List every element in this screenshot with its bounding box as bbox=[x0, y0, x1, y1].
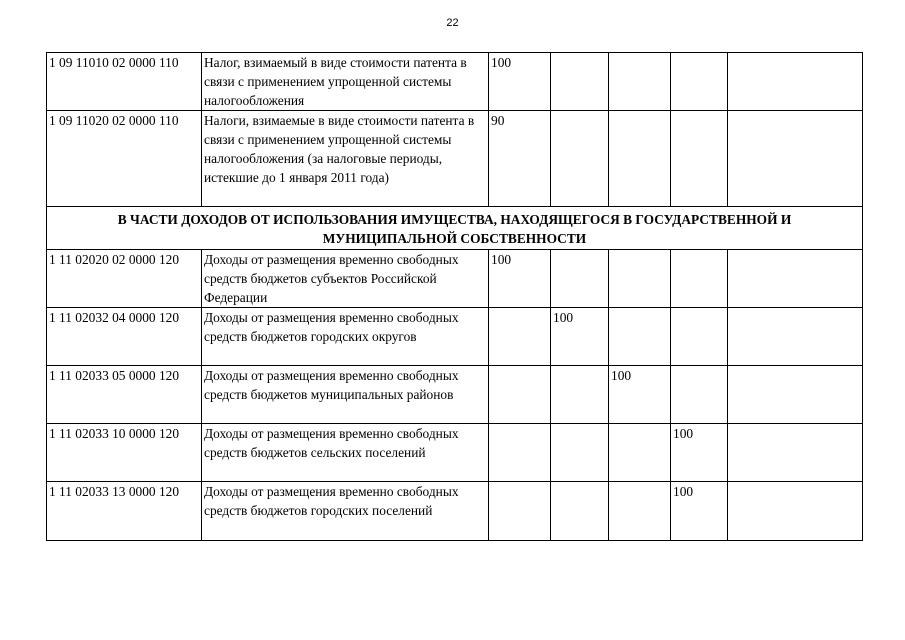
table-row bbox=[47, 111, 863, 207]
table-row bbox=[47, 53, 863, 111]
revenue-code: 1 09 11010 02 0000 110 bbox=[47, 53, 202, 111]
value-cell bbox=[551, 424, 609, 482]
value-cell: 100 bbox=[671, 424, 728, 482]
revenue-name: Доходы от размещения временно свободных средств бюджетов сельских поселений bbox=[202, 424, 489, 482]
page-number: 22 bbox=[446, 17, 459, 29]
value-cell bbox=[551, 482, 609, 541]
value-cell bbox=[551, 250, 609, 308]
value-cell: 90 bbox=[489, 111, 551, 207]
value-cell bbox=[671, 111, 728, 207]
table-row bbox=[47, 250, 863, 308]
table-row bbox=[47, 482, 863, 541]
table-row bbox=[47, 424, 863, 482]
value-cell bbox=[551, 53, 609, 111]
value-cell: 100 bbox=[489, 250, 551, 308]
value-cell bbox=[609, 53, 671, 111]
value-cell bbox=[551, 111, 609, 207]
value-cell bbox=[728, 424, 863, 482]
value-cell bbox=[609, 482, 671, 541]
value-cell bbox=[489, 482, 551, 541]
value-cell bbox=[728, 53, 863, 111]
value-cell bbox=[489, 366, 551, 424]
revenue-name: Налоги, взимаемые в виде стоимости патента в связи с применением упрощенной системы налогообложения (за налоговые периоды, истекшие до 1 января 2011 года) bbox=[202, 111, 489, 207]
value-cell bbox=[671, 250, 728, 308]
revenue-name: Доходы от размещения временно свободных средств бюджетов субъектов Российской Федерации bbox=[202, 250, 489, 308]
table-row bbox=[47, 308, 863, 366]
value-cell: 100 bbox=[671, 482, 728, 541]
revenue-name: Доходы от размещения временно свободных средств бюджетов муниципальных районов bbox=[202, 366, 489, 424]
section-header-row bbox=[47, 207, 863, 250]
value-cell bbox=[728, 366, 863, 424]
revenue-name: Доходы от размещения временно свободных средств бюджетов городских поселений bbox=[202, 482, 489, 541]
revenue-name: Налог, взимаемый в виде стоимости патента в связи с применением упрощенной системы налогообложения bbox=[202, 53, 489, 111]
value-cell bbox=[609, 308, 671, 366]
revenue-code: 1 09 11020 02 0000 110 bbox=[47, 111, 202, 207]
value-cell bbox=[728, 250, 863, 308]
section-header: В ЧАСТИ ДОХОДОВ ОТ ИСПОЛЬЗОВАНИЯ ИМУЩЕСТВА, НАХОДЯЩЕГОСЯ В ГОСУДАРСТВЕННОЙ И МУНИЦИПАЛЬНОЙ СОБСТВЕННОСТИ bbox=[47, 207, 863, 250]
value-cell bbox=[671, 53, 728, 111]
revenue-code: 1 11 02033 13 0000 120 bbox=[47, 482, 202, 541]
value-cell bbox=[609, 424, 671, 482]
revenue-code: 1 11 02033 05 0000 120 bbox=[47, 366, 202, 424]
value-cell: 100 bbox=[551, 308, 609, 366]
revenue-code: 1 11 02032 04 0000 120 bbox=[47, 308, 202, 366]
value-cell bbox=[609, 111, 671, 207]
value-cell bbox=[489, 308, 551, 366]
value-cell bbox=[671, 308, 728, 366]
value-cell: 100 bbox=[609, 366, 671, 424]
value-cell: 100 bbox=[489, 53, 551, 111]
revenue-code: 1 11 02020 02 0000 120 bbox=[47, 250, 202, 308]
value-cell bbox=[728, 308, 863, 366]
value-cell bbox=[609, 250, 671, 308]
value-cell bbox=[728, 482, 863, 541]
value-cell bbox=[671, 366, 728, 424]
value-cell bbox=[489, 424, 551, 482]
revenue-distribution-table bbox=[46, 52, 863, 541]
table-row bbox=[47, 366, 863, 424]
value-cell bbox=[728, 111, 863, 207]
revenue-code: 1 11 02033 10 0000 120 bbox=[47, 424, 202, 482]
revenue-name: Доходы от размещения временно свободных средств бюджетов городских округов bbox=[202, 308, 489, 366]
value-cell bbox=[551, 366, 609, 424]
